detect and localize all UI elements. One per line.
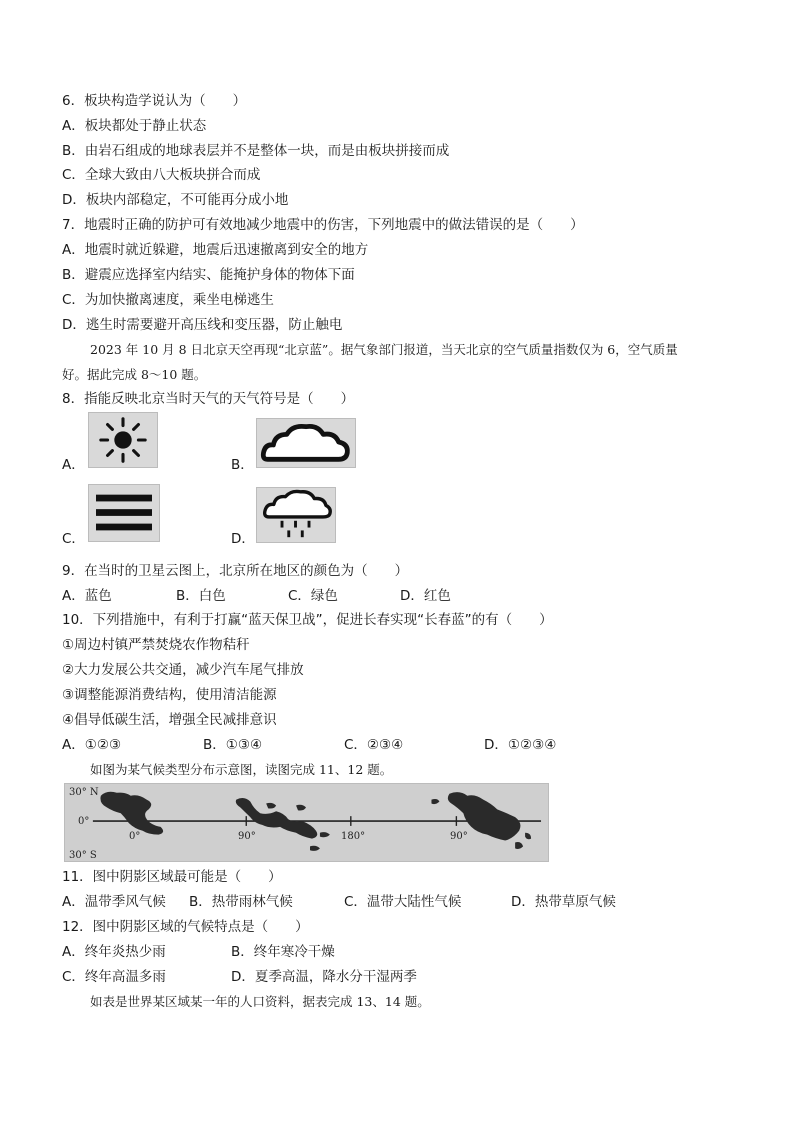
q7-option-a: A．地震时就近躲避，地震后迅速撤离到安全的地方 bbox=[62, 242, 369, 258]
q8-label-c: C． bbox=[62, 531, 85, 547]
q6-stem: 6．板块构造学说认为（ ） bbox=[62, 93, 247, 109]
q7-option-b: B．避震应选择室内结实、能掩护身体的物体下面 bbox=[62, 267, 355, 283]
q6-option-c: C．全球大致由八大板块拼合而成 bbox=[62, 167, 261, 183]
q9-option-b: B．白色 bbox=[176, 588, 226, 604]
q7-option-c: C．为加快撤离速度，乘坐电梯逃生 bbox=[62, 292, 274, 308]
q8-label-d: D． bbox=[231, 531, 255, 547]
q7-stem: 7．地震时正确的防护可有效地减少地震中的伤害，下列地震中的做法错误的是（ ） bbox=[62, 217, 584, 233]
q11-option-d: D．热带草原气候 bbox=[511, 894, 616, 910]
q6-option-d: D．板块内部稳定，不可能再分成小地 bbox=[62, 192, 289, 208]
q10-statement-1: ①周边村镇严禁焚烧农作物秸秆 bbox=[62, 637, 250, 653]
q9-option-a: A．蓝色 bbox=[62, 588, 112, 604]
q9-option-c: C．绿色 bbox=[288, 588, 338, 604]
map-lat-0-label: 0° bbox=[78, 816, 90, 827]
map-lat-30n-label: 30° N bbox=[69, 787, 99, 798]
q7-option-d: D．逃生时需要避开高压线和变压器，防止触电 bbox=[62, 317, 343, 333]
map-lon-180-label: 180° bbox=[341, 831, 366, 842]
q12-option-a: A．终年炎热少雨 bbox=[62, 944, 166, 960]
q12-option-b: B．终年寒冷干燥 bbox=[231, 944, 335, 960]
fog-icon bbox=[88, 484, 160, 542]
passage-13-14: 如表是世界某区域某一年的人口资料，据表完成 13、14 题。 bbox=[90, 994, 430, 1009]
q8-stem: 8．指能反映北京当时天气的天气符号是（ ） bbox=[62, 391, 355, 407]
map-lon-90e-label: 90° bbox=[238, 831, 256, 842]
sunny-icon bbox=[88, 412, 158, 468]
map-lon-0-label: 0° bbox=[129, 831, 141, 842]
q6-option-b: B．由岩石组成的地球表层并不是整体一块，而是由板块拼接而成 bbox=[62, 143, 450, 159]
q11-option-c: C．温带大陆性气候 bbox=[344, 894, 462, 910]
q12-stem: 12．图中阴影区域的气候特点是（ ） bbox=[62, 919, 309, 935]
q10-option-c: C．②③④ bbox=[344, 737, 404, 753]
map-lat-30s-label: 30° S bbox=[69, 850, 97, 861]
q11-stem: 11．图中阴影区域最可能是（ ） bbox=[62, 869, 282, 885]
passage-8-10-line1: 2023 年 10 月 8 日北京天空再现“北京蓝”。据气象部门报道，当天北京的空气质量指数仅为 6，空气质量 bbox=[90, 342, 678, 357]
q10-statement-2: ②大力发展公共交通，减少汽车尾气排放 bbox=[62, 662, 304, 678]
q8-label-b: B． bbox=[231, 457, 254, 473]
rain-icon bbox=[256, 487, 336, 543]
q10-option-b: B．①③④ bbox=[203, 737, 263, 753]
climate-distribution-map bbox=[64, 783, 549, 862]
q11-option-a: A．温带季风气候 bbox=[62, 894, 166, 910]
q10-statement-3: ③调整能源消费结构，使用清洁能源 bbox=[62, 687, 277, 703]
q12-option-c: C．终年高温多雨 bbox=[62, 969, 166, 985]
q8-label-a: A． bbox=[62, 457, 85, 473]
passage-11-12: 如图为某气候类型分布示意图，读图完成 11、12 题。 bbox=[90, 762, 393, 777]
q10-statement-4: ④倡导低碳生活，增强全民减排意识 bbox=[62, 712, 277, 728]
q10-option-a: A．①②③ bbox=[62, 737, 122, 753]
q10-option-d: D．①②③④ bbox=[484, 737, 557, 753]
passage-8-10-line2: 好。据此完成 8～10 题。 bbox=[62, 367, 207, 382]
q9-stem: 9．在当时的卫星云图上，北京所在地区的颜色为（ ） bbox=[62, 563, 409, 579]
q6-option-a: A．板块都处于静止状态 bbox=[62, 118, 207, 134]
cloudy-icon bbox=[256, 418, 356, 468]
map-lon-90w-label: 90° bbox=[450, 831, 468, 842]
q11-option-b: B．热带雨林气候 bbox=[189, 894, 293, 910]
q12-option-d: D．夏季高温，降水分干湿两季 bbox=[231, 969, 417, 985]
q9-option-d: D．红色 bbox=[400, 588, 451, 604]
q10-stem: 10．下列措施中，有利于打赢“蓝天保卫战”，促进长春实现“长春蓝”的有（ ） bbox=[62, 612, 553, 628]
